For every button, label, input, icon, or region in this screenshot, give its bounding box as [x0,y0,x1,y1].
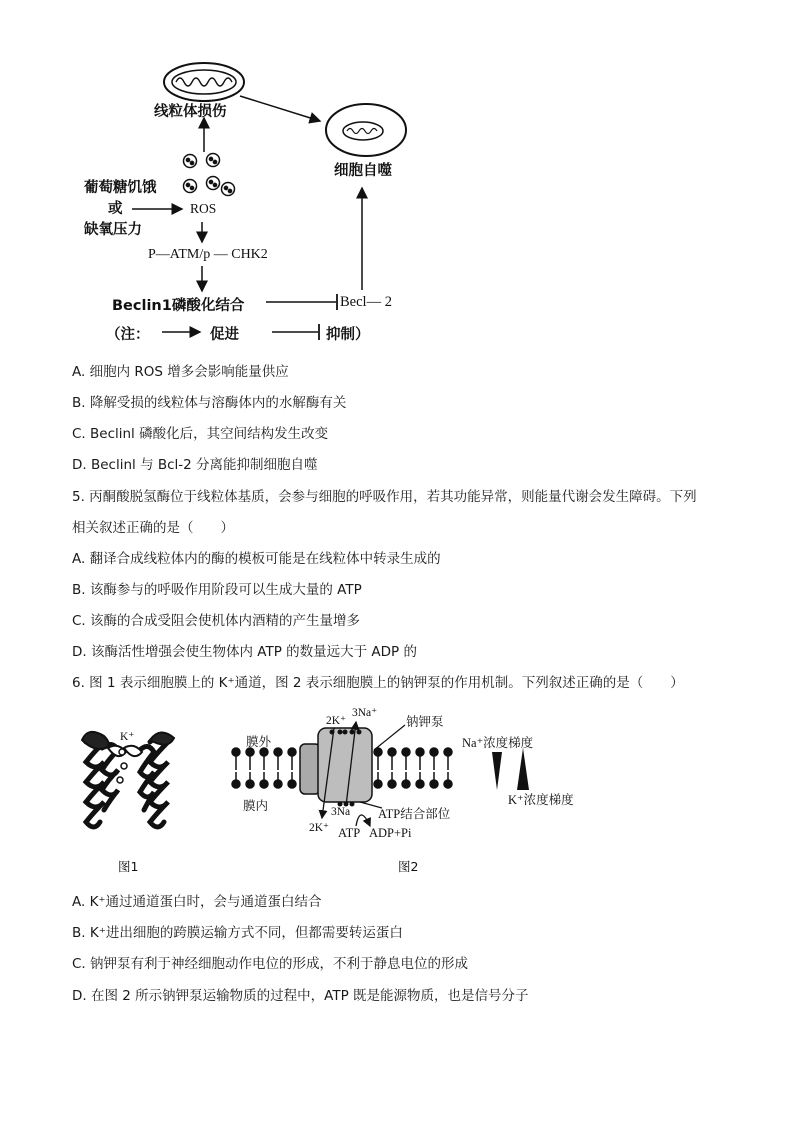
ion-transport-figure [0,700,794,880]
fig1-caption: 图1 [118,859,139,874]
q5-option-c: C. 该酶的合成受阻会使机体内酒精的产生量增多 [72,613,361,629]
q5-option-b: B. 该酶参与的呼吸作用阶段可以生成大量的 ATP [72,582,362,598]
q4-option-c: C. Beclinl 磷酸化后，其空间结构发生改变 [72,426,329,442]
label-stress-2: 或 [108,201,123,217]
label-3na-top: 3Na⁺ [352,707,378,719]
label-k-gradient: K⁺浓度梯度 [508,793,574,807]
fig2-caption: 图2 [398,859,419,874]
k-channel-label: K⁺ [120,731,135,743]
label-beclin: Beclin1磷酸化结合 [112,298,245,314]
q5-stem-line1: 5. 丙酮酸脱氢酶位于线粒体基质，会参与细胞的呼吸作用，若其功能异常，则能量代谢会发生障碍。下列 [72,489,697,505]
label-inside: 膜内 [243,798,269,813]
label-mito-damage: 线粒体损伤 [154,104,227,120]
legend-promote-label: 促进 [210,327,239,343]
label-atp: ATP [338,826,361,840]
label-3na-bottom: 3Na [331,806,351,818]
q6-option-c: C. 钠钾泵有利于神经细胞动作电位的形成，不利于静息电位的形成 [72,956,469,972]
pump-label-pointer [374,725,405,750]
q4-option-d: D. Beclinl 与 Bcl-2 分离能抑制细胞自噬 [72,457,318,473]
label-atp-site: ATP结合部位 [378,807,451,821]
legend-note-prefix: （注： [106,327,150,343]
na-gradient-wedge [492,752,502,790]
legend-inhibit-label: 抑制） [326,327,370,343]
q6-option-a: A. K⁺通过通道蛋白时，会与通道蛋白结合 [72,894,322,910]
atp-to-adp-arrow [356,815,370,826]
label-na-gradient: Na⁺浓度梯度 [462,736,534,750]
q5-option-d: D. 该酶活性增强会使生物体内 ATP 的数量远大于 ADP 的 [72,644,417,660]
q5-stem-line2: 相关叙述正确的是（ ） [72,520,234,536]
k-gradient-wedge [517,748,529,790]
q6-option-d: D. 在图 2 所示钠钾泵运输物质的过程中，ATP 既是能源物质，也是信号分子 [72,988,529,1004]
sodium-potassium-pump-icon [300,728,372,802]
label-outside: 膜外 [246,734,272,749]
q6-option-b: B. K⁺进出细胞的跨膜运输方式不同，但都需要转运蛋白 [72,925,403,941]
label-stress-3: 缺氧压力 [84,222,142,238]
label-ros: ROS [190,201,217,216]
label-atm-chk2: P—ATM/p — CHK2 [148,247,268,262]
label-bcl2: Becl— 2 [340,294,392,310]
label-adp: ADP+Pi [369,826,412,840]
label-2k-top: 2K⁺ [326,715,347,727]
label-stress-1: 葡萄糖饥饿 [84,180,157,196]
q5-option-a: A. 翻译合成线粒体内的酶的模板可能是在线粒体中转录生成的 [72,551,441,567]
label-pump: 钠钾泵 [406,714,444,729]
label-autophagy: 细胞自噬 [334,163,392,179]
q4-option-b: B. 降解受损的线粒体与溶酶体内的水解酶有关 [72,395,347,411]
arrow-mito-to-autophagy [240,96,320,121]
q4-option-a: A. 细胞内 ROS 增多会影响能量供应 [72,364,289,380]
autophagosome-icon [326,104,406,156]
q6-stem: 6. 图 1 表示细胞膜上的 K⁺通道，图 2 表示细胞膜上的钠钾泵的作用机制。下列叙述正确的是（ ） [72,675,684,691]
damaged-mitochondrion-icon [164,63,244,101]
ros-granules-icon [184,154,235,196]
label-2k-bottom: 2K⁺ [309,822,330,834]
